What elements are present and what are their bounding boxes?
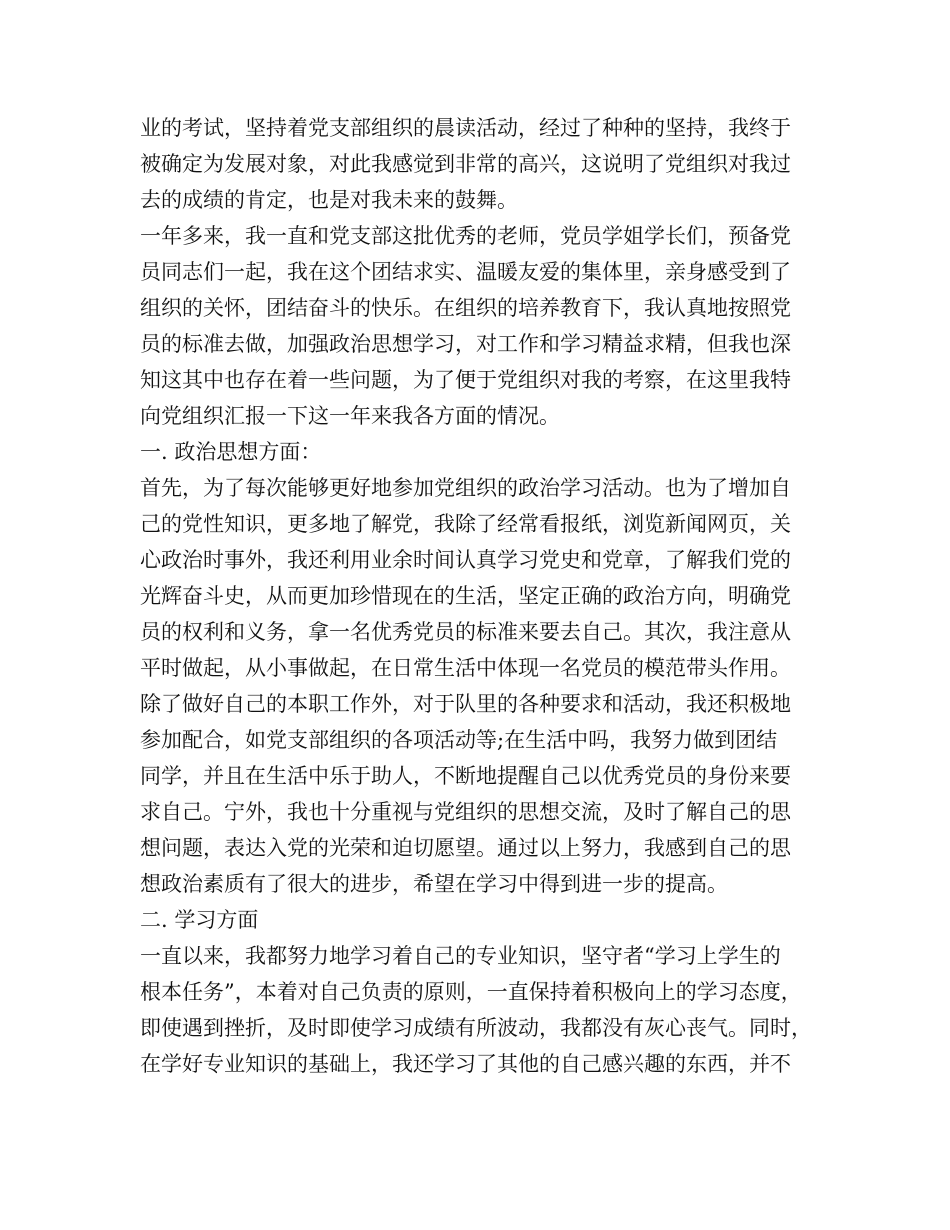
text-line: 被确定为发展对象，对此我感觉到非常的高兴，这说明了党组织对我过 xyxy=(140,152,791,176)
section-heading: 二. 学习方面 xyxy=(140,908,259,932)
text-line: 光辉奋斗史，从而更加珍惜现在的生活，坚定正确的政治方向，明确党 xyxy=(140,584,791,608)
text-line: 首先，为了每次能够更好地参加党组织的政治学习活动。也为了增加自 xyxy=(140,476,791,500)
text-line: 去的成绩的肯定，也是对我未来的鼓舞。 xyxy=(140,188,518,212)
text-line: 员同志们一起，我在这个团结求实、温暖友爱的集体里，亲身感受到了 xyxy=(140,260,791,284)
text-line: 根本任务”，本着对自己负责的原则，一直保持着积极向上的学习态度， xyxy=(140,980,802,1004)
text-line: 组织的关怀，团结奋斗的快乐。在组织的培养教育下，我认真地按照党 xyxy=(140,296,791,320)
text-line: 平时做起，从小事做起，在日常生活中体现一名党员的模范带头作用。 xyxy=(140,656,791,680)
text-line: 知这其中也存在着一些问题，为了便于党组织对我的考察，在这里我特 xyxy=(140,368,791,392)
text-line: 向党组织汇报一下这一年来我各方面的情况。 xyxy=(140,404,560,428)
text-line: 一直以来，我都努力地学习着自己的专业知识，坚守者“学习上学生的 xyxy=(140,944,781,968)
text-line: 员的标准去做，加强政治思想学习，对工作和学习精益求精，但我也深 xyxy=(140,332,791,356)
text-line: 业的考试，坚持着党支部组织的晨读活动，经过了种种的坚持，我终于 xyxy=(140,116,791,140)
text-line: 想问题，表达入党的光荣和迫切愿望。通过以上努力，我感到自己的思 xyxy=(140,836,791,860)
body-text xyxy=(140,110,830,1082)
text-line: 心政治时事外，我还利用业余时间认真学习党史和党章，了解我们党的 xyxy=(140,548,791,572)
text-line: 己的党性知识，更多地了解党，我除了经常看报纸，浏览新闻网页，关 xyxy=(140,512,791,536)
text-line: 除了做好自己的本职工作外，对于队里的各种要求和活动，我还积极地 xyxy=(140,692,791,716)
text-line: 同学，并且在生活中乐于助人，不断地提醒自己以优秀党员的身份来要 xyxy=(140,764,791,788)
text-line: 在学好专业知识的基础上，我还学习了其他的自己感兴趣的东西，并不 xyxy=(140,1052,791,1076)
text-line: 参加配合，如党支部组织的各项活动等;在生活中吗，我努力做到团结 xyxy=(140,728,778,752)
text-line: 想政治素质有了很大的进步，希望在学习中得到进一步的提高。 xyxy=(140,872,728,896)
text-line: 即使遇到挫折，及时即使学习成绩有所波动，我都没有灰心丧气。同时， xyxy=(140,1016,812,1040)
text-line: 求自己。宁外，我也十分重视与党组织的思想交流，及时了解自己的思 xyxy=(140,800,791,824)
text-line: 员的权利和义务，拿一名优秀党员的标准来要去自己。其次，我注意从 xyxy=(140,620,791,644)
text-line: 一年多来，我一直和党支部这批优秀的老师，党员学姐学长们，预备党 xyxy=(140,224,791,248)
section-heading: 一. 政治思想方面： xyxy=(140,440,322,464)
